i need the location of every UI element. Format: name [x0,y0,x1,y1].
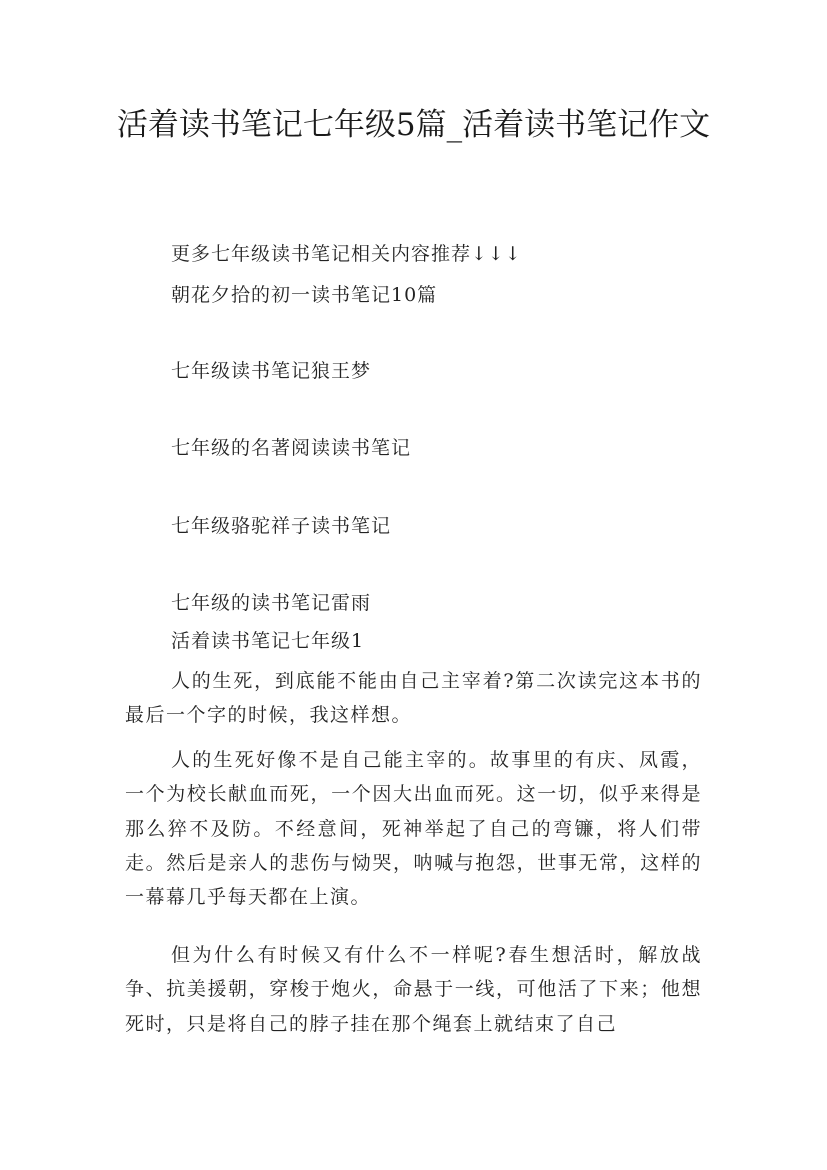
section-heading: 活着读书笔记七年级1 [171,630,365,652]
document-title: 活着读书笔记七年级5篇_活着读书笔记作文 [116,107,711,143]
related-link[interactable]: 七年级的读书笔记雷雨 [171,592,372,614]
body-paragraph: 人的生死好像不是自己能主宰的。故事里的有庆、凤霞，一个为校长献血而死，一个因大出血而死。这一切，似乎来得是那么猝不及防。不经意间，死神举起了自己的弯镰，将人们带走。然后是亲人的悲伤与恸哭，呐喊与抱怨，世事无常，这样的一幕幕几乎每天都在上演。 [125,749,702,909]
recommend-line: 更多七年级读书笔记相关内容推荐↓↓↓ [171,243,522,265]
related-link[interactable]: 七年级读书笔记狼王梦 [171,360,372,382]
body-paragraph: 人的生死，到底能不能由自己主宰着?第二次读完这本书的最后一个字的时候，我这样想。 [125,670,702,727]
body-paragraph: 但为什么有时候又有什么不一样呢?春生想活时，解放战争、抗美援朝，穿梭于炮火，命悬于一线，可他活了下来；他想死时，只是将自己的脖子挂在那个绳套上就结束了自己 [125,944,702,1035]
related-link[interactable]: 朝花夕拾的初一读书笔记10篇 [171,284,438,306]
related-link[interactable]: 七年级骆驼祥子读书笔记 [171,515,392,537]
related-link[interactable]: 七年级的名著阅读读书笔记 [171,437,412,459]
